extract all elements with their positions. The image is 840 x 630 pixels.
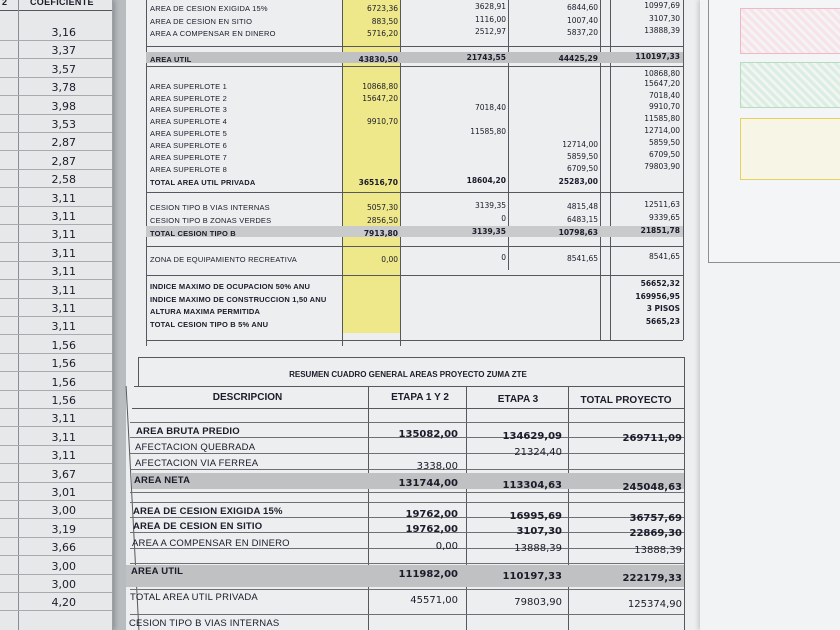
t1-total-value: 169956,95: [635, 292, 680, 301]
t2-etapa3-value: 16995,69: [509, 511, 562, 522]
t1-total-value: 9910,70: [648, 102, 680, 111]
coef-row-line: [0, 500, 112, 501]
t1-row-label: AREA DE CESION EN SITIO: [150, 17, 253, 26]
coef-row-line: [0, 426, 112, 427]
t2-total-value: 125374,90: [627, 599, 682, 610]
t1-etapa2-value: 0: [501, 253, 506, 262]
t1-etapa1-value: 43830,50: [358, 55, 398, 64]
coef-row-line: [0, 518, 112, 519]
t1-etapa1-value: 15647,20: [362, 94, 398, 103]
legend-box-pink: [740, 8, 840, 54]
coef-value: 3,78: [51, 81, 76, 95]
t1-total-value: 9339,65: [648, 213, 680, 222]
t1-row-label: AREA SUPERLOTE 1: [150, 82, 227, 91]
t1-row-label: AREA SUPERLOTE 6: [150, 141, 227, 150]
coef-row-line: [0, 482, 112, 483]
t1-etapa3-value: 10798,63: [558, 228, 598, 237]
t1-total-value: 12714,00: [644, 126, 680, 135]
coef-row-line: [0, 114, 112, 115]
t1-etapa2-value: 18604,20: [466, 176, 506, 185]
t2-total-value: 245048,63: [622, 482, 682, 493]
coef-value: 3,67: [51, 467, 76, 481]
coef-row-line: [0, 298, 112, 299]
t1-row-label: AREA SUPERLOTE 2: [150, 94, 227, 103]
t1-total-value: 8541,65: [648, 252, 680, 261]
t1-etapa2-value: 2512,97: [474, 27, 506, 36]
coef-value: 3,11: [51, 412, 76, 426]
t1-etapa1-value: 2856,50: [366, 216, 398, 225]
t2-etapa12-value: 135082,00: [398, 429, 458, 440]
coef-row-line: [0, 132, 112, 133]
t1-row-label: AREA SUPERLOTE 3: [150, 105, 227, 114]
coef-value: 2,58: [51, 173, 76, 187]
t1-etapa3-value: 6709,50: [566, 164, 598, 173]
t2-frame-right: [684, 357, 685, 630]
t1-total-value: 15647,20: [644, 79, 680, 88]
coef-value: 3,19: [51, 522, 76, 536]
t1-total-value: 5665,23: [645, 317, 680, 326]
t1-etapa3-value: 8541,65: [566, 254, 598, 263]
t2-etapa3-value: 110197,33: [502, 571, 562, 582]
summary-title: RESUMEN CUADRO GENERAL AREAS PROYECTO ZUMA ZTE: [289, 370, 527, 379]
coef-row-line: [0, 261, 112, 262]
t2-total-value: 222179,33: [622, 573, 682, 584]
coef-row-line: [0, 206, 112, 207]
coef-value: 3,11: [51, 430, 76, 444]
t1-row-label: AREA A COMPENSAR EN DINERO: [150, 29, 276, 38]
t1-etapa1-value: 7913,80: [363, 229, 398, 238]
t2-row-label: AREA DE CESION EN SITIO: [133, 521, 263, 532]
t2-rule: [132, 408, 684, 409]
header-descripcion: DESCRIPCION: [212, 392, 283, 403]
t1-etapa3-value: 25283,00: [558, 177, 598, 186]
coef-row-line: [0, 224, 112, 225]
t1-frame-right: [683, 0, 684, 340]
coef-row-line: [0, 555, 112, 556]
t1-rule: [146, 46, 683, 47]
coef-value: 3,00: [51, 559, 76, 573]
t2-etapa12-value: 131744,00: [398, 478, 458, 489]
header-etapa-3: ETAPA 3: [497, 394, 539, 405]
t1-col-line: [610, 0, 611, 340]
t2-row-label: TOTAL AREA UTIL PRIVADA: [130, 592, 258, 603]
coef-row-line: [0, 408, 112, 409]
t2-etapa3-value: 21324,40: [514, 447, 562, 458]
coef-row-line: [0, 279, 112, 280]
coef-row-line: [0, 334, 112, 335]
coef-row-line: [0, 95, 112, 96]
coef-value: 3,00: [51, 578, 76, 591]
coef-value: 3,57: [51, 62, 76, 76]
column-header-coeficiente: COEFICIENTE: [30, 0, 94, 7]
t1-row-label: AREA SUPERLOTE 8: [150, 165, 227, 174]
coef-value: 3,37: [51, 44, 76, 58]
t1-frame-bottom: [146, 340, 683, 341]
coef-value: 3,11: [51, 265, 76, 279]
legend-box-green: [740, 62, 840, 108]
t1-etapa2-value: 3139,35: [474, 201, 506, 210]
t1-etapa3-value: 5859,50: [566, 152, 598, 161]
paper-gap: [112, 0, 126, 630]
t1-etapa1-value: 6723,36: [366, 4, 398, 13]
coef-row-line: [0, 610, 112, 611]
coef-row-line: [0, 242, 112, 243]
coef-row-line: [0, 150, 112, 151]
coef-value: 3,11: [51, 302, 76, 315]
t1-etapa1-value: 36516,70: [358, 178, 398, 187]
highlight-column: [342, 0, 400, 333]
coef-value: 1,56: [51, 338, 76, 352]
coef-row-line: [0, 537, 112, 538]
t2-row-label: AREA DE CESION EXIGIDA 15%: [133, 506, 283, 517]
coef-row-line: [0, 574, 112, 575]
coef-row-line: [0, 390, 112, 391]
coef-value: 3,16: [51, 26, 76, 39]
t2-etapa12-value: 45571,00: [410, 595, 458, 606]
t1-row-label: TOTAL CESION TIPO B: [150, 229, 236, 238]
coef-row-line: [0, 371, 112, 372]
coef-row-line: [0, 187, 112, 188]
coef-row-line: [0, 169, 112, 170]
coef-value: 1,56: [51, 357, 76, 371]
t1-etapa1-value: 5057,30: [366, 203, 398, 212]
t2-rule: [134, 386, 684, 387]
t2-frame-top: [138, 357, 684, 358]
t2-etapa3-value: 79803,90: [514, 597, 562, 608]
coef-value: 3,11: [51, 320, 76, 334]
t1-total-value: 56652,32: [640, 279, 680, 288]
t2-row-label: AFECTACION VIA FERREA: [135, 458, 259, 469]
t1-etapa2-value: 11585,80: [470, 127, 506, 136]
coef-row-line: [0, 316, 112, 317]
coef-row-line: [0, 40, 112, 41]
t1-total-value: 10868,80: [644, 69, 680, 78]
t1-etapa3-value: 5837,20: [566, 28, 598, 37]
t2-row-label: AREA NETA: [134, 475, 191, 486]
t2-row-rule: [130, 614, 684, 615]
header-total-proyecto: TOTAL PROYECTO: [580, 395, 672, 406]
coef-value: 1,56: [51, 375, 76, 389]
t2-etapa12-value: 19762,00: [405, 524, 458, 535]
t1-etapa2-value: 3139,35: [471, 227, 506, 236]
t2-row-label: CESION TIPO B VIAS INTERNAS: [129, 618, 280, 629]
t1-etapa1-value: 10868,80: [362, 82, 398, 91]
coef-value: 3,98: [51, 99, 76, 113]
t1-total-value: 5859,50: [648, 138, 680, 147]
t1-shaded-row: [146, 52, 683, 63]
t2-etapa12-value: 19762,00: [405, 509, 458, 520]
t1-row-label: INDICE MAXIMO DE CONSTRUCCION 1,50 ANU: [150, 295, 327, 304]
t1-row-label: CESION TIPO B VIAS INTERNAS: [150, 203, 270, 212]
t2-total-value: 22869,30: [629, 528, 682, 539]
coef-value: 1,56: [51, 394, 76, 407]
coef-value: 3,66: [51, 541, 76, 555]
t1-etapa1-value: 9910,70: [366, 117, 398, 126]
coef-value: 3,11: [51, 449, 76, 463]
t1-row-label: AREA SUPERLOTE 7: [150, 153, 227, 162]
t1-etapa2-value: 3628,91: [474, 2, 506, 11]
t1-row-label: TOTAL AREA UTIL PRIVADA: [150, 178, 256, 187]
coef-value: 3,00: [51, 504, 76, 518]
t1-total-value: 7018,40: [648, 91, 680, 100]
t1-total-value: 110197,33: [635, 52, 680, 61]
t1-row-label: INDICE MAXIMO DE OCUPACION 50% ANU: [150, 282, 311, 291]
t2-etapa3-value: 13888,39: [514, 543, 562, 554]
t2-row-label: AREA BRUTA PREDIO: [136, 426, 240, 437]
t1-row-label: ALTURA MAXIMA PERMITIDA: [150, 307, 261, 316]
t1-total-value: 13888,39: [644, 26, 680, 35]
t1-row-label: CESION TIPO B ZONAS VERDES: [150, 216, 272, 225]
coef-value: 3,11: [51, 210, 76, 223]
t1-rule: [146, 275, 683, 276]
t1-etapa3-value: 44425,29: [558, 54, 598, 63]
t1-col-line: [600, 0, 601, 340]
t1-total-value: 3 PISOS: [646, 304, 680, 313]
coef-value: 3,11: [51, 228, 76, 242]
t2-etapa12-value: 3338,00: [416, 461, 458, 472]
t1-etapa3-value: 6844,60: [566, 3, 598, 12]
t1-etapa2-value: 21743,55: [466, 53, 506, 62]
coef-row-line: [0, 592, 112, 593]
t2-row-rule: [130, 422, 684, 423]
t1-row-label: AREA DE CESION EXIGIDA 15%: [150, 4, 268, 13]
t1-etapa3-value: 4815,48: [566, 202, 598, 211]
t1-etapa2-value: 1116,00: [474, 15, 506, 24]
t1-rule: [146, 246, 683, 247]
t2-row-rule: [130, 453, 684, 454]
t2-total-value: 36757,69: [629, 513, 682, 524]
coef-value: 3,53: [51, 118, 76, 131]
t2-total-value: 13888,39: [634, 545, 682, 556]
t1-rule: [146, 192, 683, 193]
t2-row-label: AFECTACION QUEBRADA: [135, 442, 256, 453]
t1-etapa2-value: 7018,40: [474, 103, 506, 112]
t1-total-value: 3107,30: [648, 14, 680, 23]
t1-row-label: TOTAL CESION TIPO B 5% ANU: [150, 320, 269, 329]
t1-etapa1-value: 883,50: [371, 17, 398, 26]
column-header-index: 2: [2, 0, 8, 7]
t1-row-label: AREA UTIL: [150, 55, 192, 64]
t1-etapa3-value: 1007,40: [566, 16, 598, 25]
coef-value: 3,11: [51, 191, 76, 205]
t1-row-label: AREA SUPERLOTE 4: [150, 117, 227, 126]
coef-row-line: [0, 77, 112, 78]
t1-total-value: 11585,80: [644, 114, 680, 123]
t1-etapa2-value: 0: [501, 214, 506, 223]
t1-etapa1-value: 5716,20: [366, 29, 398, 38]
t1-total-value: 21851,78: [640, 226, 680, 235]
t1-total-value: 79803,90: [644, 162, 680, 171]
t1-row-label: AREA SUPERLOTE 5: [150, 129, 227, 138]
t2-etapa3-value: 113304,63: [502, 480, 562, 491]
t1-etapa3-value: 6483,15: [566, 215, 598, 224]
t1-total-value: 6709,50: [648, 150, 680, 159]
coef-value: 2,87: [51, 154, 76, 168]
t2-etapa12-value: 0,00: [435, 541, 458, 552]
t2-total-value: 269711,09: [622, 433, 682, 444]
t2-etapa3-value: 134629,09: [502, 431, 562, 442]
t2-row-label: AREA A COMPENSAR EN DINERO: [132, 538, 290, 549]
legend-box-yellow: [740, 118, 840, 180]
t1-rule: [146, 66, 683, 67]
t2-row-rule: [130, 589, 684, 590]
coef-row-line: [0, 445, 112, 446]
coef-value: 3,11: [51, 283, 76, 297]
t2-frame-left: [138, 357, 139, 387]
coef-value: 3,11: [51, 246, 76, 260]
coef-value: 3,01: [51, 486, 76, 499]
t1-total-value: 10997,69: [644, 1, 680, 10]
coef-value: 2,87: [51, 136, 76, 150]
t2-etapa3-value: 3107,30: [516, 526, 562, 537]
t2-row-rule: [130, 563, 684, 564]
coef-row-line: [0, 58, 112, 59]
coef-row-line: [0, 463, 112, 464]
coef-row-line: [0, 353, 112, 354]
header-etapa-1-2: ETAPA 1 Y 2: [391, 392, 449, 403]
t1-etapa3-value: 12714,00: [562, 140, 598, 149]
t2-etapa12-value: 111982,00: [398, 569, 458, 580]
coef-value: 4,20: [51, 596, 76, 610]
t1-etapa1-value: 0,00: [381, 255, 398, 264]
t2-row-label: AREA UTIL: [131, 566, 184, 577]
t1-row-label: ZONA DE EQUIPAMIENTO RECREATIVA: [150, 255, 297, 264]
t2-row-rule: [130, 502, 684, 503]
t1-total-value: 12511,63: [644, 200, 680, 209]
